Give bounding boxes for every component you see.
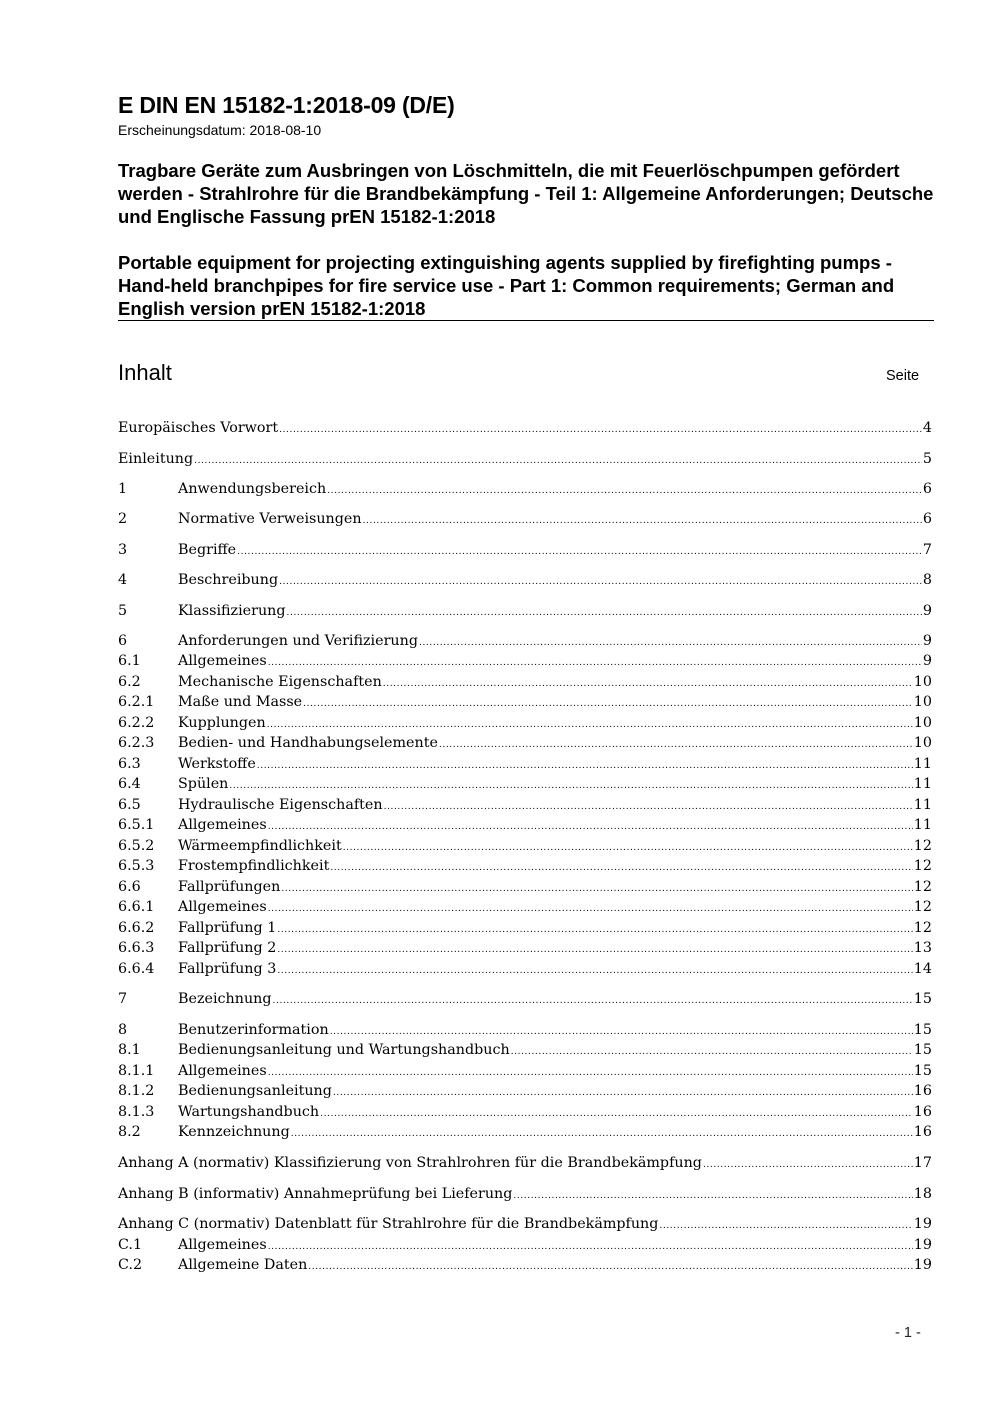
- toc-entry[interactable]: [118, 540, 932, 560]
- toc-dot-leader: [194, 451, 922, 471]
- toc-dot-leader: [383, 674, 913, 694]
- toc-entry[interactable]: [118, 651, 932, 671]
- toc-entry-title: Mechanische Eigenschaften: [178, 674, 382, 690]
- toc-dot-leader: [363, 511, 922, 531]
- toc-dot-leader: [659, 1216, 912, 1236]
- toc-entry[interactable]: [118, 1061, 932, 1081]
- document-title: E DIN EN 15182-1:2018-09 (D/E): [118, 92, 455, 118]
- toc-entry-title: Fallprüfung 1: [178, 920, 277, 936]
- toc-dot-leader: [277, 961, 912, 981]
- toc-entry-page: 4: [922, 420, 932, 436]
- toc-dot-leader: [511, 1042, 913, 1062]
- toc-entry-page: 12: [913, 858, 932, 874]
- toc-entry-title: Maße und Masse: [178, 694, 303, 710]
- toc-entry-page: 19: [913, 1216, 932, 1232]
- toc-dot-leader: [419, 633, 922, 653]
- toc-entry-number: 6.5.2: [118, 838, 155, 854]
- toc-entry[interactable]: [118, 877, 932, 897]
- publication-date: Erscheinungsdatum: 2018-08-10: [118, 122, 322, 138]
- toc-entry-number: 6.2.1: [118, 694, 155, 710]
- toc-entry-number: 6.6.3: [118, 940, 155, 956]
- toc-entry-page: 9: [922, 603, 932, 619]
- toc-entry-page: 5: [922, 451, 932, 467]
- toc-entry-title: Allgemeine Daten: [178, 1257, 308, 1273]
- toc-entry-number: 6: [118, 633, 128, 649]
- toc-entry-number: 6.2.3: [118, 735, 155, 751]
- toc-entry-title: Fallprüfung 3: [178, 961, 277, 977]
- toc-dot-leader: [303, 694, 913, 714]
- toc-entry-page: 14: [913, 961, 932, 977]
- toc-entry-number: 6.3: [118, 756, 141, 772]
- toc-dot-leader: [384, 797, 913, 817]
- toc-entry[interactable]: [118, 733, 932, 753]
- toc-entry-page: 15: [913, 991, 932, 1007]
- toc-entry-page: 12: [913, 920, 932, 936]
- toc-dot-leader: [279, 420, 922, 440]
- toc-entry[interactable]: [118, 938, 932, 958]
- toc-dot-leader: [330, 1022, 913, 1042]
- toc-entry-number: 6.5.3: [118, 858, 155, 874]
- toc-entry[interactable]: [118, 795, 932, 815]
- toc-entry[interactable]: [118, 1153, 932, 1173]
- toc-entry[interactable]: [118, 1081, 932, 1101]
- toc-dot-leader: [287, 603, 922, 623]
- toc-entry[interactable]: [118, 959, 932, 979]
- toc-entry-title: Beschreibung: [178, 572, 279, 588]
- toc-entry-page: 9: [922, 653, 932, 669]
- toc-dot-leader: [343, 838, 913, 858]
- toc-entry-number: C.2: [118, 1257, 143, 1273]
- toc-entry-title: Bedienungsanleitung: [178, 1083, 332, 1099]
- toc-page-column-heading: Seite: [886, 368, 920, 384]
- toc-entry-number: 2: [118, 511, 128, 527]
- toc-entry-title: Allgemeines: [178, 899, 267, 915]
- toc-entry-number: 3: [118, 542, 128, 558]
- toc-entry[interactable]: [118, 1040, 932, 1060]
- toc-dot-leader: [267, 715, 913, 735]
- toc-entry-title: Allgemeines: [178, 1237, 267, 1253]
- toc-dot-leader: [281, 879, 912, 899]
- toc-entry-title: Kupplungen: [178, 715, 266, 731]
- toc-entry-number: 8.1.1: [118, 1063, 155, 1079]
- toc-entry[interactable]: [118, 631, 932, 651]
- toc-entry-title: Einleitung: [118, 451, 194, 467]
- toc-entry-number: 8.1: [118, 1042, 141, 1058]
- toc-entry-page: 17: [913, 1155, 932, 1171]
- toc-entry-title: Fallprüfungen: [178, 879, 281, 895]
- page-number: - 1 -: [895, 1325, 921, 1341]
- toc-entry-page: 6: [922, 511, 932, 527]
- toc-entry[interactable]: [118, 1020, 932, 1040]
- title-german: Tragbare Geräte zum Ausbringen von Löschmitteln, die mit Feuerlöschpumpen gefördert werden - Strahlrohre für die Brandbekämpfung - Teil 1: Allgemeine Anforderungen; Deutsche und Englische Fassung prEN 15182-1:2018: [118, 160, 934, 227]
- toc-entry-title: Allgemeines: [178, 817, 267, 833]
- toc-entry[interactable]: [118, 856, 932, 876]
- toc-entry-page: 10: [913, 694, 932, 710]
- toc-entry[interactable]: [118, 815, 932, 835]
- title-english: Portable equipment for projecting extinguishing agents supplied by firefighting pumps - Hand-held branchpipes for fire service use - Part 1: Common requirements; German and English version prEN 15182-1:2018: [118, 252, 895, 319]
- toc-entry[interactable]: [118, 1184, 932, 1204]
- toc-dot-leader: [291, 1124, 913, 1144]
- toc-dot-leader: [268, 1237, 913, 1257]
- toc-entry-number: 6.6.4: [118, 961, 155, 977]
- toc-entry-number: 5: [118, 603, 128, 619]
- toc-entry-page: 19: [913, 1257, 932, 1273]
- toc-entry-title: Wärmeempfindlichkeit: [178, 838, 342, 854]
- toc-entry-title: Kennzeichnung: [178, 1124, 290, 1140]
- toc-entry-page: 10: [913, 715, 932, 731]
- toc-entry-page: 8: [922, 572, 932, 588]
- toc-entry-title: Klassifizierung: [178, 603, 286, 619]
- toc-entry[interactable]: [118, 713, 932, 733]
- toc-entry-number: 6.5.1: [118, 817, 155, 833]
- toc-entry-page: 9: [922, 633, 932, 649]
- toc-entry-title: Anwendungsbereich: [178, 481, 327, 497]
- toc-entry-page: 16: [913, 1104, 932, 1120]
- toc-entry[interactable]: [118, 754, 932, 774]
- toc-entry[interactable]: [118, 509, 932, 529]
- toc-entry-title: Werkstoffe: [178, 756, 256, 772]
- toc-entry-page: 13: [913, 940, 932, 956]
- toc-entry-number: 8: [118, 1022, 128, 1038]
- toc-dot-leader: [327, 481, 922, 501]
- toc-entry[interactable]: [118, 918, 932, 938]
- toc-dot-leader: [320, 1104, 913, 1124]
- toc-entry-number: 6.5: [118, 797, 141, 813]
- toc-entry-title: Wartungshandbuch: [178, 1104, 320, 1120]
- toc-entry-number: 6.6.1: [118, 899, 155, 915]
- toc-entry-page: 12: [913, 879, 932, 895]
- toc-entry[interactable]: [118, 774, 932, 794]
- toc-dot-leader: [277, 920, 912, 940]
- toc-dot-leader: [273, 991, 913, 1011]
- toc-entry-page: 15: [913, 1042, 932, 1058]
- toc-entry-number: 6.4: [118, 776, 141, 792]
- toc-dot-leader: [257, 756, 913, 776]
- toc-entry[interactable]: [118, 1235, 932, 1255]
- toc-entry[interactable]: [118, 897, 932, 917]
- toc-entry-title: Spülen: [178, 776, 229, 792]
- toc-entry-title: Allgemeines: [178, 653, 267, 669]
- toc-entry[interactable]: [118, 418, 932, 438]
- toc-entry-number: 6.6.2: [118, 920, 155, 936]
- toc-entry-title: Anforderungen und Verifizierung: [178, 633, 418, 649]
- toc-dot-leader: [439, 735, 913, 755]
- toc-entry[interactable]: [118, 449, 932, 469]
- toc-dot-leader: [237, 542, 922, 562]
- toc-entry-title: Benutzerinformation: [178, 1022, 329, 1038]
- toc-entry-title: Normative Verweisungen: [178, 511, 362, 527]
- toc-entry[interactable]: [118, 1214, 932, 1234]
- toc-entry[interactable]: [118, 1255, 932, 1275]
- toc-entry-number: C.1: [118, 1237, 143, 1253]
- toc-entry-title: Bezeichnung: [178, 991, 272, 1007]
- toc-entry-page: 6: [922, 481, 932, 497]
- toc-entry-page: 12: [913, 838, 932, 854]
- toc-heading: Inhalt: [118, 360, 172, 385]
- toc-entry-number: 8.1.2: [118, 1083, 155, 1099]
- toc-entry-page: 10: [913, 735, 932, 751]
- toc-dot-leader: [277, 940, 912, 960]
- toc-entry-title: Anhang A (normativ) Klassifizierung von Strahlrohren für die Brandbekämpfung: [118, 1155, 702, 1171]
- toc-dot-leader: [308, 1257, 913, 1277]
- toc-entry[interactable]: [118, 692, 932, 712]
- toc-dot-leader: [279, 572, 922, 592]
- toc-dot-leader: [268, 817, 913, 837]
- toc-entry-page: 15: [913, 1063, 932, 1079]
- toc-entry-page: 11: [913, 776, 932, 792]
- toc-entry-number: 4: [118, 572, 128, 588]
- toc-entry-number: 6.2.2: [118, 715, 155, 731]
- toc-dot-leader: [330, 858, 912, 878]
- toc-entry[interactable]: [118, 479, 932, 499]
- toc-entry-number: 6.2: [118, 674, 141, 690]
- toc-entry-title: Anhang C (normativ) Datenblatt für Strahlrohre für die Brandbekämpfung: [118, 1216, 659, 1232]
- toc-entry-number: 1: [118, 481, 128, 497]
- toc-entry-title: Fallprüfung 2: [178, 940, 277, 956]
- toc-dot-leader: [229, 776, 912, 796]
- header-divider: [118, 320, 934, 321]
- toc-entry-page: 11: [913, 817, 932, 833]
- toc-entry[interactable]: [118, 836, 932, 856]
- toc-entry-page: 19: [913, 1237, 932, 1253]
- toc-entry-title: Begriffe: [178, 542, 237, 558]
- toc-entry-number: 7: [118, 991, 128, 1007]
- toc-entry-page: 7: [922, 542, 932, 558]
- toc-entry-title: Bedienungsanleitung und Wartungshandbuch: [178, 1042, 510, 1058]
- toc-entry-title: Bedien- und Handhabungselemente: [178, 735, 438, 751]
- toc-entry-page: 11: [913, 797, 932, 813]
- toc-entry-number: 6.6: [118, 879, 141, 895]
- toc-entry-page: 15: [913, 1022, 932, 1038]
- toc-entry[interactable]: [118, 989, 932, 1009]
- toc-dot-leader: [333, 1083, 913, 1103]
- toc-dot-leader: [268, 899, 913, 919]
- toc-entry[interactable]: [118, 1102, 932, 1122]
- toc-entry-number: 8.2: [118, 1124, 141, 1140]
- toc-entry-title: Frostempfindlichkeit: [178, 858, 330, 874]
- toc-entry-page: 16: [913, 1083, 932, 1099]
- toc-entry[interactable]: [118, 672, 932, 692]
- toc-entry-page: 16: [913, 1124, 932, 1140]
- toc-dot-leader: [268, 1063, 913, 1083]
- toc-entry-title: Anhang B (informativ) Annahmeprüfung bei Lieferung: [118, 1186, 513, 1202]
- toc-entry-page: 10: [913, 674, 932, 690]
- toc-dot-leader: [268, 653, 922, 673]
- toc-entry-page: 12: [913, 899, 932, 915]
- toc-dot-leader: [703, 1155, 913, 1175]
- toc-dot-leader: [513, 1186, 912, 1206]
- toc-entry-page: 18: [913, 1186, 932, 1202]
- toc-entry-title: Europäisches Vorwort: [118, 420, 279, 436]
- toc-entry-title: Allgemeines: [178, 1063, 267, 1079]
- toc-entry-title: Hydraulische Eigenschaften: [178, 797, 383, 813]
- toc-entry-number: 8.1.3: [118, 1104, 155, 1120]
- toc-entry-page: 11: [913, 756, 932, 772]
- toc-entry[interactable]: [118, 601, 932, 621]
- toc-entry[interactable]: [118, 570, 932, 590]
- toc-entry[interactable]: [118, 1122, 932, 1142]
- toc-entry-number: 6.1: [118, 653, 141, 669]
